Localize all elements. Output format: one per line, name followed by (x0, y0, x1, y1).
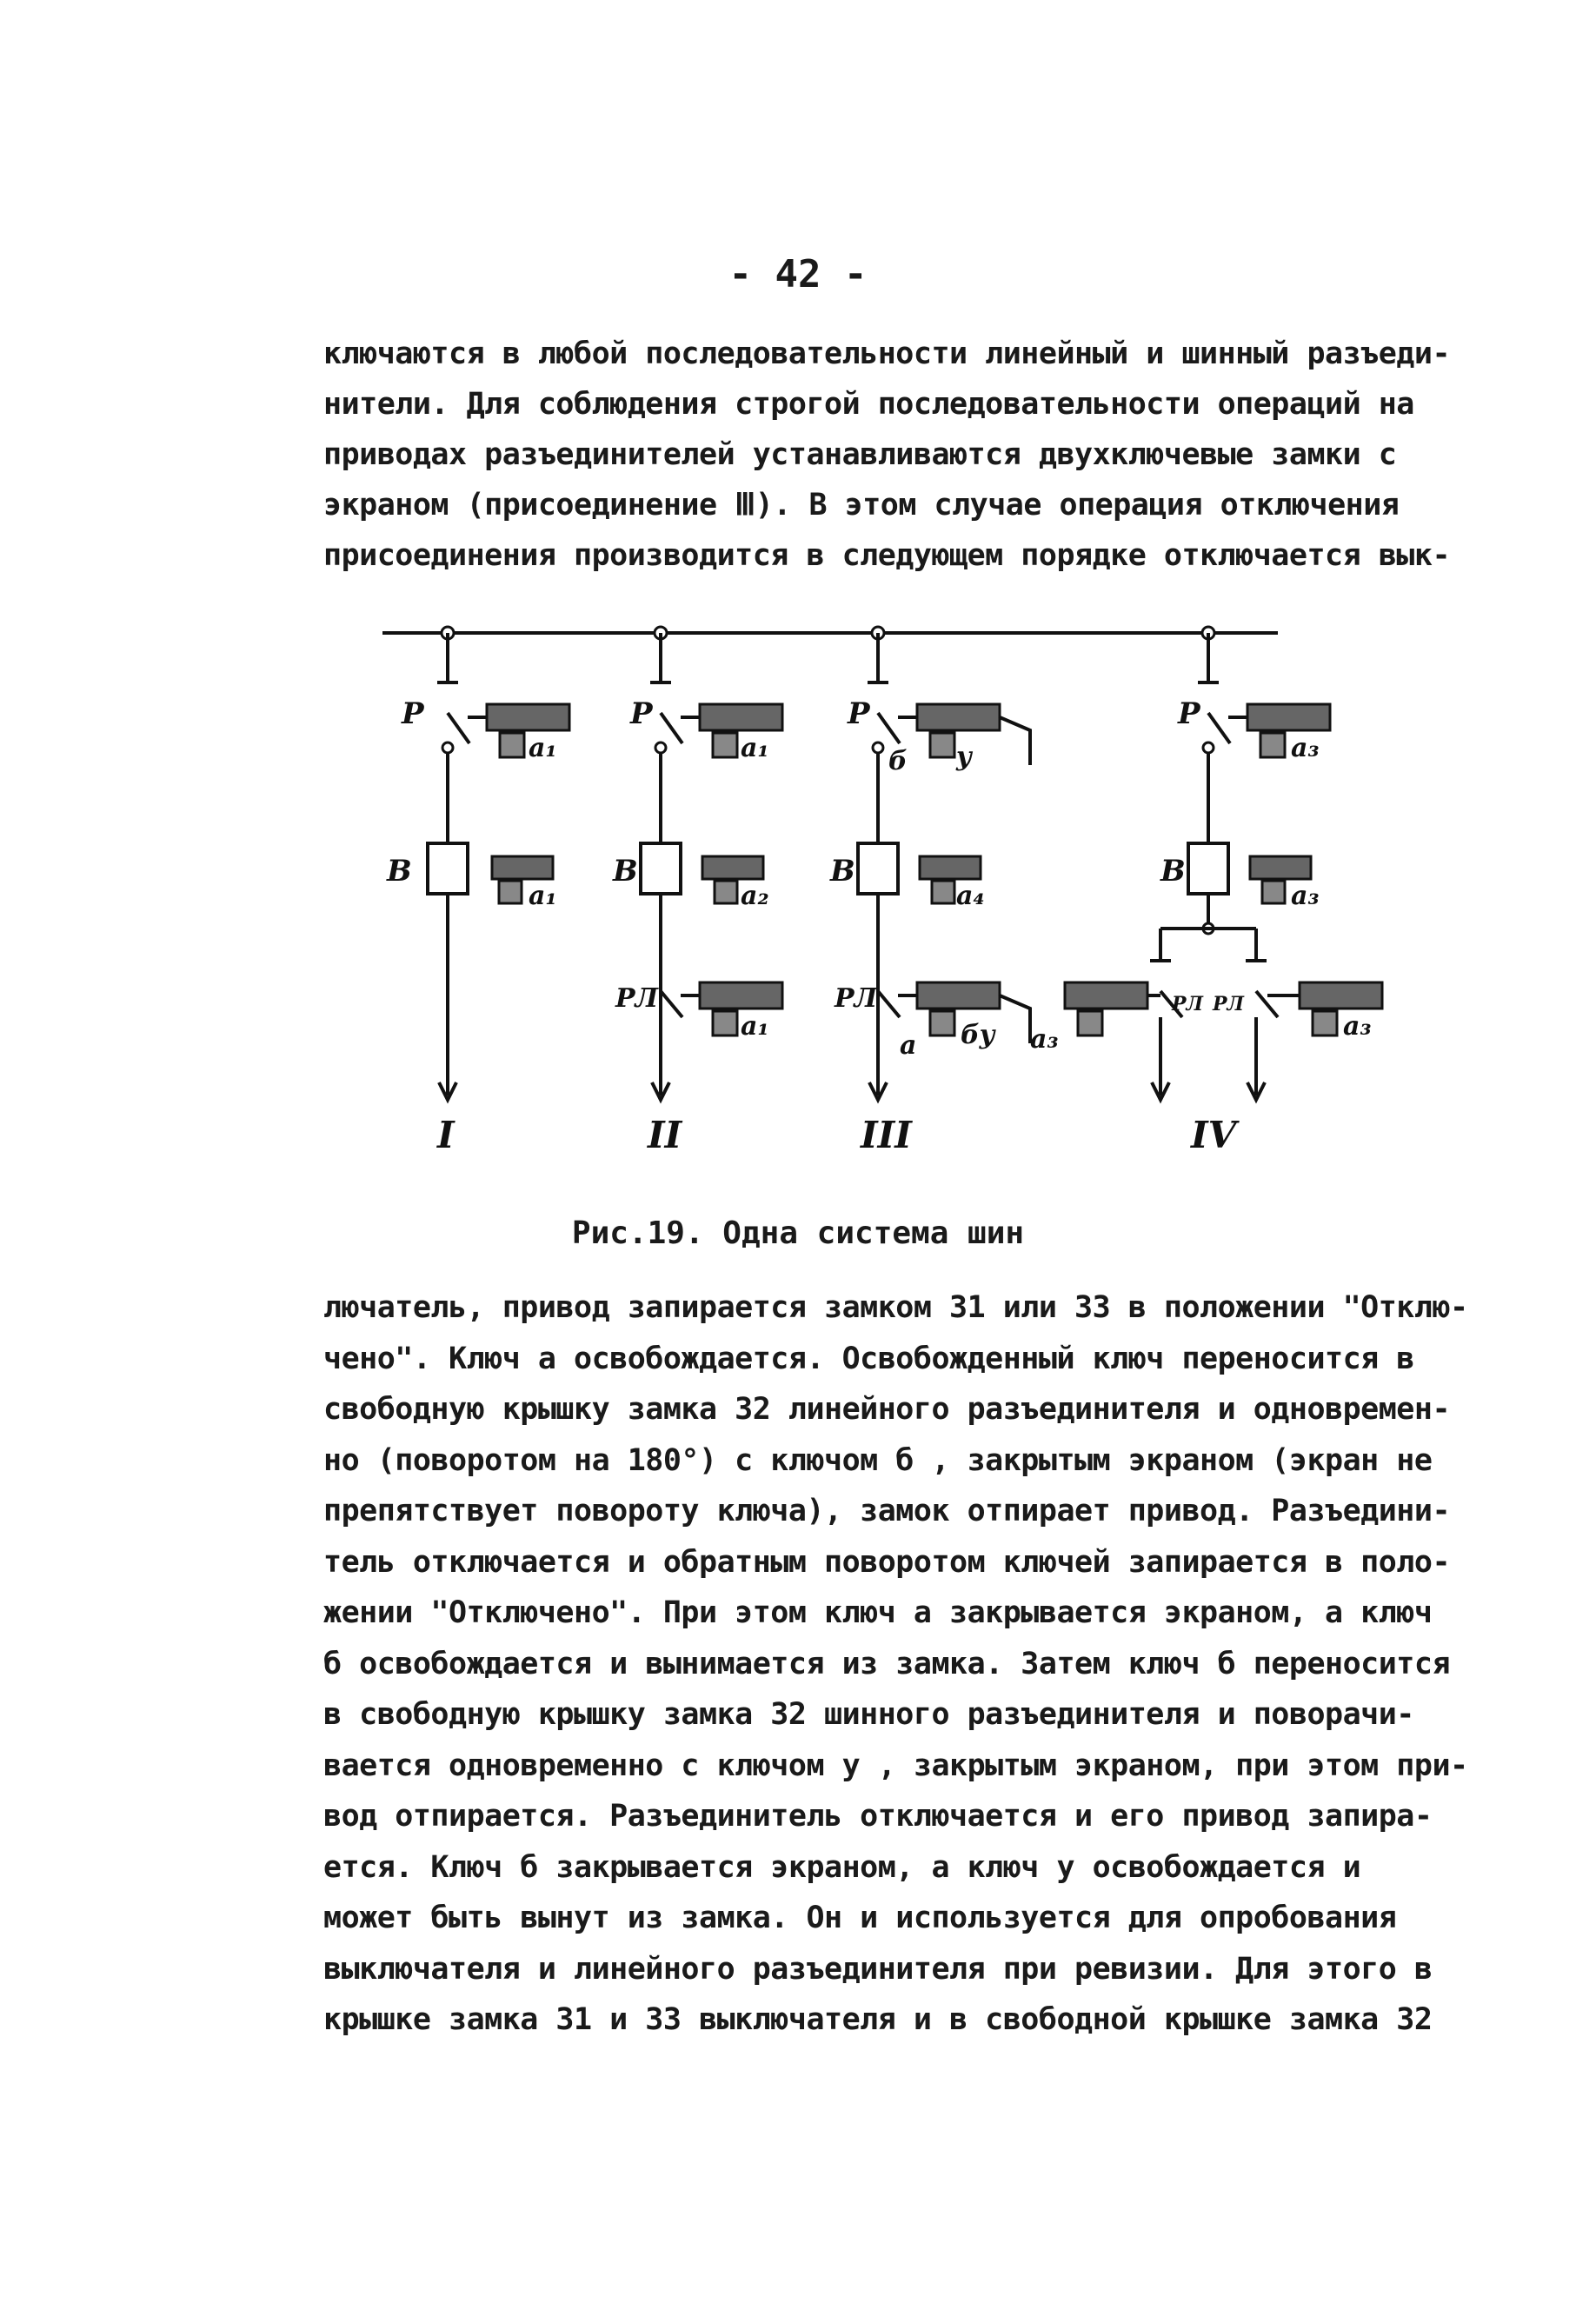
key-icon (1078, 1011, 1102, 1035)
text-line: вается одновременно с ключом у , закрытым экраном, при этом при- (323, 1748, 1468, 1783)
text-line: тель отключается и обратным поворотом ключей запирается в поло- (323, 1544, 1451, 1580)
text-line: экраном (присоединение Ⅲ). В этом случае операция отключения (323, 488, 1400, 523)
label-a1: а₁ (741, 1011, 769, 1042)
key-icon (1262, 881, 1285, 903)
text-line: в свободную крышку замка 32 шинного разъединителя и поворачи- (323, 1697, 1414, 1732)
label-p: Р (1178, 696, 1200, 731)
figure-caption: Рис.19. Одна система шин (571, 1215, 1025, 1251)
key-icon (713, 733, 737, 757)
label-rl: РЛ (1213, 993, 1244, 1015)
text-line: нители. Для соблюдения строгой последовательности операций на (323, 387, 1414, 422)
lock-icon (487, 704, 569, 730)
lock-icon (702, 856, 763, 879)
label-out-3: III (861, 1114, 912, 1156)
text-line: жении "Отключено". При этом ключ а закрывается экраном, а ключ (323, 1595, 1433, 1630)
text-line: чено". Ключ а освобождается. Освобожденный ключ переносится в (323, 1341, 1414, 1376)
key-icon (500, 733, 524, 757)
breaker-box (428, 843, 468, 894)
lock-icon (1300, 982, 1382, 1009)
label-a4: а₄ (956, 881, 985, 911)
label-rl: РЛ (835, 983, 878, 1014)
text-line: крышке замка 31 и 33 выключателя и в свободной крышке замка 32 (323, 2002, 1433, 2037)
label-a2: а₂ (741, 881, 769, 911)
key-icon (499, 881, 522, 903)
branch-1 (386, 627, 569, 1156)
label-out-4: IV (1191, 1114, 1237, 1156)
label-v: В (613, 854, 638, 889)
label-a: а (900, 1030, 917, 1061)
label-a1: а₁ (529, 881, 557, 911)
label-a3: а₃ (1291, 733, 1320, 763)
lock-icon (917, 982, 1000, 1009)
branch-3 (829, 627, 1059, 1156)
label-rl: РЛ (615, 983, 659, 1014)
label-a3: а₃ (1291, 881, 1320, 911)
text-line: свободную крышку замка 32 линейного разъединителя и одновремен- (323, 1392, 1451, 1427)
label-y: у (956, 742, 972, 772)
breaker-box (641, 843, 681, 894)
text-line: препятствует повороту ключа), замок отпирает привод. Разъедини- (323, 1494, 1451, 1528)
text-line: ется. Ключ б закрывается экраном, а ключ у освобождается и (323, 1849, 1361, 1885)
text-line: присоединения производится в следующем порядке отключается вык- (323, 538, 1451, 573)
label-v: В (387, 854, 412, 889)
label-by: бу (961, 1020, 995, 1050)
text-line: б освобождается и вынимается из замка. Затем ключ б переносится (323, 1646, 1451, 1681)
text-line: но (поворотом на 180°) с ключом б , закрытым экраном (экран не (323, 1442, 1433, 1478)
text-line: лючатель, привод запирается замком 31 или 33 в положении "Отклю- (323, 1290, 1468, 1325)
label-a3: а₃ (1343, 1011, 1372, 1042)
key-icon (715, 881, 737, 903)
key-icon (930, 733, 954, 757)
label-p: Р (630, 696, 653, 731)
label-a1: а₁ (741, 733, 769, 763)
label-a1: а₁ (529, 733, 557, 763)
lock-icon (700, 704, 782, 730)
lock-icon (700, 982, 782, 1009)
key-icon (932, 881, 954, 903)
lock-icon (917, 704, 1000, 730)
disconnector-blade (448, 713, 469, 743)
label-v: В (830, 854, 855, 889)
label-p: Р (848, 696, 870, 731)
label-rl: РЛ (1172, 993, 1203, 1015)
key-icon (713, 1011, 737, 1035)
text-line: вод отпирается. Разъединитель отключается и его привод запира- (323, 1799, 1433, 1834)
branch-2 (612, 627, 782, 1156)
breaker-box (858, 843, 898, 894)
page-number: - 42 - (728, 252, 868, 296)
branch-4 (1065, 627, 1382, 1156)
text-line: выключателя и линейного разъединителя при ревизии. Для этого в (323, 1951, 1433, 1987)
key-icon (1260, 733, 1285, 757)
lock-icon (1247, 704, 1330, 730)
label-b: б (888, 746, 908, 776)
lock-icon (1065, 982, 1147, 1009)
key-icon (930, 1011, 954, 1035)
text-line: ключаются в любой последовательности линейный и шинный разъеди- (323, 336, 1451, 371)
breaker-box (1188, 843, 1228, 894)
label-out-1: I (437, 1114, 455, 1156)
label-p: Р (402, 696, 424, 731)
label-v: В (1160, 854, 1186, 889)
lock-icon (492, 856, 553, 879)
text-line: приводах разъединителей устанавливаются двухключевые замки с (323, 437, 1397, 472)
paragraph-bottom (323, 1282, 1480, 2046)
label-out-2: II (648, 1114, 682, 1156)
key-icon (1313, 1011, 1337, 1035)
lock-icon (920, 856, 981, 879)
lock-icon (1250, 856, 1311, 879)
text-line: может быть вынут из замка. Он и используется для опробования (323, 1901, 1397, 1935)
label-a3: а₃ (1030, 1024, 1059, 1055)
